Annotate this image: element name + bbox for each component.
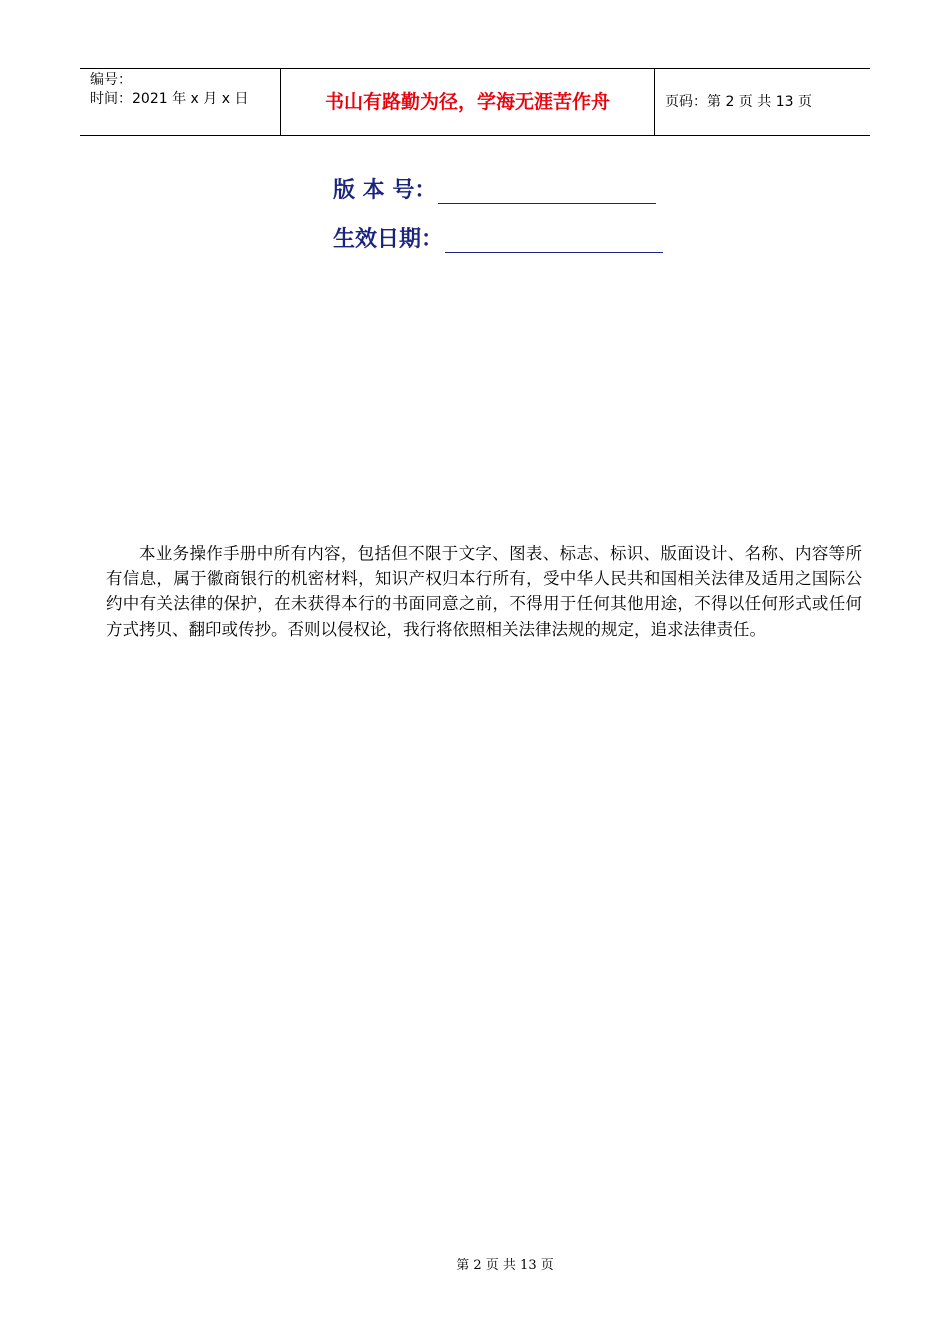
version-blank-line	[438, 181, 656, 204]
confidentiality-notice: 本业务操作手册中所有内容，包括但不限于文字、图表、标志、标识、版面设计、名称、内容等所有信息，属于徽商银行的机密材料，知识产权归本行所有，受中华人民共和国相关法律及适用之国际公约中有关法律的保护，在未获得本行的书面同意之前，不得用于任何其他用途，不得以任何形式或任何方式拷贝、翻印或传抄。否则以侵权论，我行将依照相关法律法规的规定，追求法律责任。	[106, 544, 862, 639]
header-page-info: 页码：第 2 页 共 13 页	[665, 94, 812, 110]
serial-number-label: 编号：	[90, 72, 132, 88]
effective-date-label: 生效日期：	[333, 227, 444, 252]
document-header	[80, 68, 870, 136]
version-label: 版 本 号：	[333, 178, 437, 203]
version-field	[333, 176, 656, 206]
date-label: 时间：2021 年 x 月 x 日	[90, 91, 249, 107]
header-motto: 书山有路勤为径，学海无涯苦作舟	[281, 69, 655, 135]
effective-date-field	[333, 225, 663, 255]
page-footer: 第 2 页 共 13 页	[456, 1258, 554, 1273]
effective-date-blank-line	[445, 230, 663, 253]
header-meta-cell	[80, 69, 281, 135]
